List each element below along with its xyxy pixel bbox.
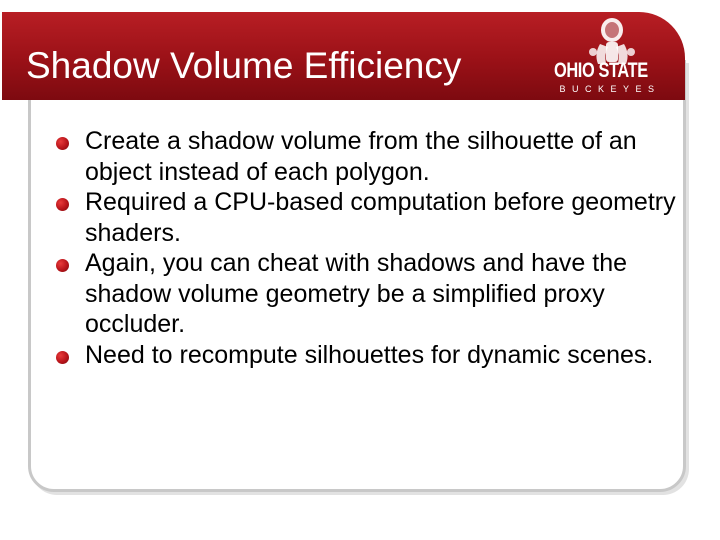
bullet-dot-icon xyxy=(56,137,69,150)
slide-title: Shadow Volume Efficiency xyxy=(26,45,462,86)
bullet-text: Required a CPU-based computation before geometry shaders. xyxy=(85,188,676,247)
bullet-dot-icon xyxy=(56,351,69,364)
bullet-item xyxy=(56,340,676,371)
bullet-list xyxy=(56,126,676,370)
ohio-state-logo xyxy=(548,14,672,96)
bullet-item xyxy=(56,126,676,187)
bullet-item xyxy=(56,187,676,248)
bullet-text: Need to recompute silhouettes for dynamic scenes. xyxy=(85,340,654,369)
bullet-dot-icon xyxy=(56,198,69,211)
bullet-text: Again, you can cheat with shadows and have the shadow volume geometry be a simplified proxy occluder. xyxy=(85,249,628,338)
logo-wordmark: OHIO STATE xyxy=(554,59,648,82)
bullet-dot-icon xyxy=(56,259,69,272)
bullet-item xyxy=(56,248,676,340)
bullet-text: Create a shadow volume from the silhouette of an object instead of each polygon. xyxy=(85,127,637,186)
logo-subtitle: BUCKEYES xyxy=(559,84,661,94)
